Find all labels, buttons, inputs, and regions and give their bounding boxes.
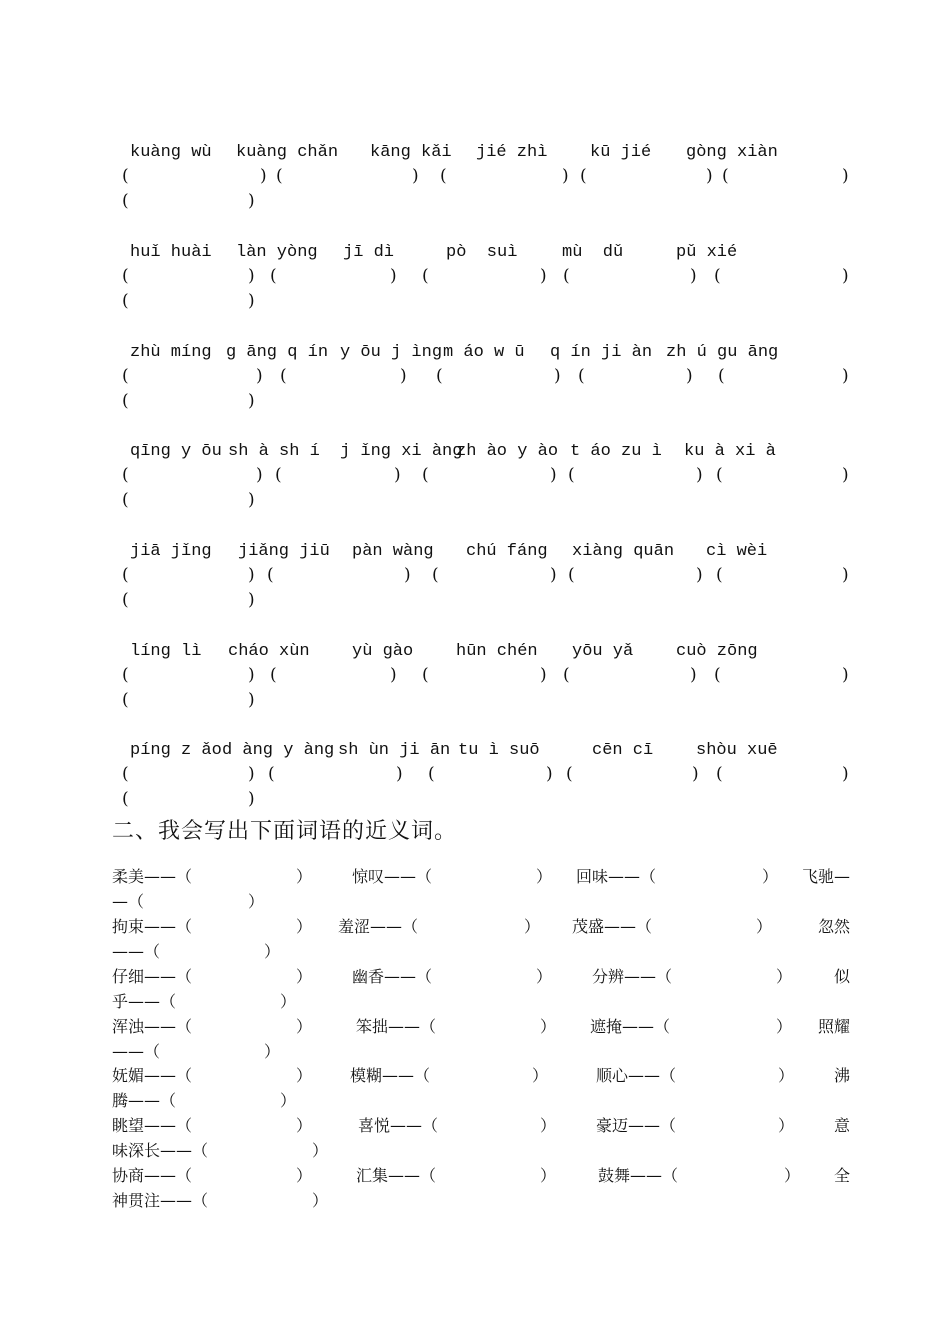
synonym-prompt[interactable]: 汇集——（ (356, 1166, 437, 1185)
answer-blank-close: ) (686, 366, 693, 386)
pinyin-word: kū jié (590, 143, 652, 162)
pinyin-word: kāng kǎi (370, 143, 452, 162)
answer-blank-close: ) (400, 366, 407, 386)
pinyin-word: m áo w ū (443, 343, 525, 362)
pinyin-exercise-row (0, 542, 950, 622)
answer-blank-open[interactable]: ( (716, 764, 723, 784)
pinyin-word: y ōu j ìng (340, 343, 443, 362)
synonym-prompt[interactable]: 眺望——（ (112, 1116, 193, 1135)
pinyin-exercise-row (0, 741, 950, 821)
pinyin-word: jiā jǐng (130, 542, 212, 561)
answer-blank-close: ) (248, 565, 255, 585)
pinyin-word: làn yòng (236, 243, 318, 262)
pinyin-word: ku à xi à (684, 442, 776, 461)
answer-blank-open[interactable]: ( (716, 565, 723, 585)
section-heading: 二、我会写出下面词语的近义词。 (112, 819, 458, 844)
answer-blank-open[interactable]: ( (122, 266, 129, 286)
answer-blank-close: ) (550, 565, 557, 585)
answer-blank-open[interactable]: ( (436, 366, 443, 386)
pinyin-word: kuàng chǎn (236, 143, 339, 162)
answer-blank-close: ) (248, 690, 255, 710)
answer-blank-close: ) (540, 266, 547, 286)
pinyin-word: g āng q ín (226, 343, 329, 362)
pinyin-word: pǔ xié (676, 243, 738, 262)
answer-blank-close: ) (842, 565, 849, 585)
pinyin-word: zh ú gu āng (666, 343, 779, 362)
pinyin-word: sh ùn ji ān (338, 741, 451, 760)
synonym-exercise-row (0, 914, 950, 964)
answer-blank-open[interactable]: ( (280, 366, 287, 386)
answer-blank-open[interactable]: ( (566, 764, 573, 784)
answer-blank-open[interactable]: ( (122, 789, 129, 809)
pinyin-word: yù gào (352, 642, 414, 661)
answer-blank-open[interactable]: ( (422, 465, 429, 485)
answer-blank-close: ) (550, 465, 557, 485)
answer-blank-open[interactable]: ( (722, 166, 729, 186)
answer-blank-close: ） (296, 967, 313, 986)
answer-blank-close: ) (696, 565, 703, 585)
answer-blank-close: ) (248, 391, 255, 411)
pinyin-word: yōu yǎ (572, 642, 634, 661)
answer-blank-open[interactable]: ( (267, 565, 274, 585)
answer-blank-close: ） (248, 892, 265, 911)
answer-blank-open[interactable]: ( (122, 465, 129, 485)
answer-blank-close: ） (280, 1091, 297, 1110)
answer-blank-open[interactable]: ( (714, 665, 721, 685)
answer-blank-close: ） (776, 1017, 793, 1036)
pinyin-word: hūn chén (456, 642, 538, 661)
answer-blank-close: ） (264, 1042, 281, 1061)
answer-blank-close: ） (540, 1017, 557, 1036)
pinyin-word: sh à sh í (228, 442, 320, 461)
answer-blank-close: ) (248, 764, 255, 784)
answer-blank-close: ) (256, 465, 263, 485)
synonym-prompt[interactable]: 回味——（ (576, 867, 657, 886)
synonym-exercise-row (0, 964, 950, 1014)
synonym-exercise-row (0, 1163, 950, 1213)
answer-blank-open[interactable]: ( (268, 764, 275, 784)
answer-blank-close: ） (784, 1166, 801, 1185)
answer-blank-close: ) (248, 191, 255, 211)
answer-blank-open[interactable]: ( (422, 665, 429, 685)
answer-blank-open[interactable]: ( (580, 166, 587, 186)
answer-blank-close: ) (690, 266, 697, 286)
pinyin-exercise-row (0, 243, 950, 323)
synonym-prompt-continued[interactable]: —（ (112, 892, 145, 911)
answer-blank-close: ) (412, 166, 419, 186)
synonym-prompt[interactable]: 分辨——（ (592, 967, 673, 986)
answer-blank-close: ） (536, 967, 553, 986)
synonym-prompt[interactable]: 协商——（ (112, 1166, 193, 1185)
answer-blank-close: ) (390, 266, 397, 286)
answer-blank-open[interactable]: ( (122, 291, 129, 311)
synonym-exercise-row (0, 1063, 950, 1113)
pinyin-word: píng z ǎo (130, 741, 222, 760)
pinyin-exercise-row (0, 442, 950, 522)
answer-blank-close: ） (776, 967, 793, 986)
synonym-prompt-continued[interactable]: ——（ (112, 942, 161, 961)
answer-blank-open[interactable]: ( (440, 166, 447, 186)
answer-blank-close: ） (296, 1166, 313, 1185)
answer-blank-close: ) (842, 465, 849, 485)
answer-blank-close: ） (296, 867, 313, 886)
synonym-prompt[interactable]: 模糊——（ (350, 1066, 431, 1085)
pinyin-word: pàn wàng (352, 542, 434, 561)
synonym-prompt[interactable]: 茂盛——（ (572, 917, 653, 936)
synonym-prompt[interactable]: 仔细——（ (112, 967, 193, 986)
pinyin-word: shòu xuē (696, 741, 778, 760)
answer-blank-close: ) (540, 665, 547, 685)
answer-blank-open[interactable]: ( (428, 764, 435, 784)
synonym-prompt[interactable]: 喜悦——（ (358, 1116, 439, 1135)
answer-blank-open[interactable]: ( (270, 665, 277, 685)
answer-blank-close: ） (296, 917, 313, 936)
pinyin-word: zhù míng (130, 343, 212, 362)
synonym-prompt-continued[interactable]: ——（ (112, 1042, 161, 1061)
synonym-prompt[interactable]: 笨拙——（ (356, 1017, 437, 1036)
answer-blank-close: ) (842, 764, 849, 784)
synonym-prompt: 全 (833, 1166, 850, 1185)
synonym-prompt[interactable]: 幽香——（ (352, 967, 433, 986)
synonym-prompt[interactable]: 浑浊——（ (112, 1017, 193, 1036)
pinyin-word: jī dì (343, 243, 395, 262)
pinyin-word: pò suì (446, 243, 518, 262)
pinyin-word: q ín ji àn (550, 343, 653, 362)
synonym-prompt[interactable]: 羞涩——（ (338, 917, 419, 936)
answer-blank-open[interactable]: ( (718, 366, 725, 386)
answer-blank-close: ) (260, 166, 267, 186)
answer-blank-open[interactable]: ( (422, 266, 429, 286)
synonym-prompt: 飞驰— (801, 867, 850, 886)
synonym-prompt-continued[interactable]: 腾——（ (112, 1091, 177, 1110)
pinyin-word: qīng y ōu (130, 442, 222, 461)
answer-blank-open[interactable]: ( (122, 764, 129, 784)
answer-blank-close: ） (532, 1066, 549, 1085)
synonym-prompt[interactable]: 鼓舞——（ (598, 1166, 679, 1185)
answer-blank-open[interactable]: ( (122, 490, 129, 510)
answer-blank-open[interactable]: ( (716, 465, 723, 485)
answer-blank-close: ) (690, 665, 697, 685)
answer-blank-close: ) (248, 590, 255, 610)
answer-blank-open[interactable]: ( (276, 166, 283, 186)
synonym-prompt[interactable]: 顺心——（ (596, 1066, 677, 1085)
answer-blank-close: ) (248, 490, 255, 510)
synonym-prompt-continued[interactable]: 味深长——（ (112, 1141, 209, 1160)
pinyin-word: chú fáng (466, 542, 548, 561)
answer-blank-close: ) (842, 665, 849, 685)
answer-blank-open[interactable]: ( (122, 191, 129, 211)
synonym-prompt[interactable]: 柔美——（ (112, 867, 193, 886)
pinyin-exercise-row (0, 343, 950, 423)
synonym-exercise-row (0, 1113, 950, 1163)
synonym-prompt[interactable]: 拘束——（ (112, 917, 193, 936)
synonym-prompt[interactable]: 豪迈——（ (596, 1116, 677, 1135)
answer-blank-open[interactable]: ( (568, 565, 575, 585)
answer-blank-close: ) (692, 764, 699, 784)
answer-blank-close: ） (296, 1066, 313, 1085)
answer-blank-close: ） (312, 1141, 329, 1160)
pinyin-word: d àng y àng (222, 741, 335, 760)
pinyin-word: xiàng quān (572, 542, 675, 561)
answer-blank-open[interactable]: ( (122, 366, 129, 386)
answer-blank-close: ) (554, 366, 561, 386)
answer-blank-close: ) (562, 166, 569, 186)
answer-blank-open[interactable]: ( (568, 465, 575, 485)
pinyin-word: jiǎng jiū (238, 542, 330, 561)
synonym-exercise-row (0, 1014, 950, 1064)
answer-blank-close: ) (248, 665, 255, 685)
answer-blank-close: ) (842, 166, 849, 186)
answer-blank-close: ） (280, 992, 297, 1011)
pinyin-word: líng lì (130, 642, 202, 661)
pinyin-word: mù dǔ (562, 243, 624, 262)
answer-blank-open[interactable]: ( (563, 266, 570, 286)
synonym-prompt: 沸 (833, 1066, 850, 1085)
pinyin-word: jié zhì (476, 143, 548, 162)
pinyin-word: j ǐng xi àng (340, 442, 463, 461)
answer-blank-open[interactable]: ( (122, 690, 129, 710)
answer-blank-close: ) (390, 665, 397, 685)
answer-blank-close: ） (762, 867, 779, 886)
answer-blank-open[interactable]: ( (578, 366, 585, 386)
pinyin-word: huǐ huài (130, 243, 212, 262)
answer-blank-close: ） (778, 1066, 795, 1085)
answer-blank-close: ) (546, 764, 553, 784)
synonym-prompt[interactable]: 遮掩——（ (590, 1017, 671, 1036)
answer-blank-open[interactable]: ( (122, 391, 129, 411)
synonym-prompt[interactable]: 惊叹——（ (352, 867, 433, 886)
answer-blank-close: ） (778, 1116, 795, 1135)
pinyin-word: kuàng wù (130, 143, 212, 162)
answer-blank-open[interactable]: ( (714, 266, 721, 286)
answer-blank-close: ) (706, 166, 713, 186)
synonym-prompt-continued[interactable]: 乎——（ (112, 992, 177, 1011)
answer-blank-close: ) (248, 266, 255, 286)
answer-blank-open[interactable]: ( (122, 166, 129, 186)
answer-blank-close: ） (540, 1116, 557, 1135)
pinyin-word: zh ào y ào (456, 442, 559, 461)
answer-blank-close: ) (248, 291, 255, 311)
synonym-prompt[interactable]: 妩媚——（ (112, 1066, 193, 1085)
synonym-prompt: 意 (833, 1116, 850, 1135)
pinyin-word: cháo xùn (228, 642, 310, 661)
answer-blank-open[interactable]: ( (122, 590, 129, 610)
answer-blank-close: ） (540, 1166, 557, 1185)
pinyin-word: tu ì suō (458, 741, 540, 760)
answer-blank-open[interactable]: ( (563, 665, 570, 685)
pinyin-word: cuò zōng (676, 642, 758, 661)
answer-blank-close: ) (842, 366, 849, 386)
synonym-prompt: 似 (833, 967, 850, 986)
answer-blank-open[interactable]: ( (122, 665, 129, 685)
pinyin-word: gòng xiàn (686, 143, 778, 162)
answer-blank-open[interactable]: ( (275, 465, 282, 485)
pinyin-word: cēn cī (592, 741, 654, 760)
answer-blank-close: ） (264, 942, 281, 961)
answer-blank-open[interactable]: ( (432, 565, 439, 585)
synonym-prompt-continued[interactable]: 神贯注——（ (112, 1191, 209, 1210)
answer-blank-close: ) (404, 565, 411, 585)
synonym-prompt: 照耀 (817, 1017, 850, 1036)
answer-blank-close: ） (296, 1017, 313, 1036)
answer-blank-close: ) (696, 465, 703, 485)
pinyin-exercise-row (0, 143, 950, 223)
pinyin-word: t áo zu ì (570, 442, 662, 461)
pinyin-word: cì wèi (706, 542, 768, 561)
answer-blank-close: ) (396, 764, 403, 784)
synonym-exercise-row (0, 864, 950, 914)
answer-blank-close: ） (536, 867, 553, 886)
pinyin-exercise-row (0, 642, 950, 722)
synonym-prompt: 忽然 (817, 917, 850, 936)
answer-blank-close: ） (756, 917, 773, 936)
answer-blank-close: ) (256, 366, 263, 386)
answer-blank-open[interactable]: ( (270, 266, 277, 286)
answer-blank-close: ） (312, 1191, 329, 1210)
answer-blank-open[interactable]: ( (122, 565, 129, 585)
answer-blank-close: ） (524, 917, 541, 936)
answer-blank-close: ) (394, 465, 401, 485)
answer-blank-close: ) (248, 789, 255, 809)
answer-blank-close: ） (296, 1116, 313, 1135)
answer-blank-close: ) (842, 266, 849, 286)
